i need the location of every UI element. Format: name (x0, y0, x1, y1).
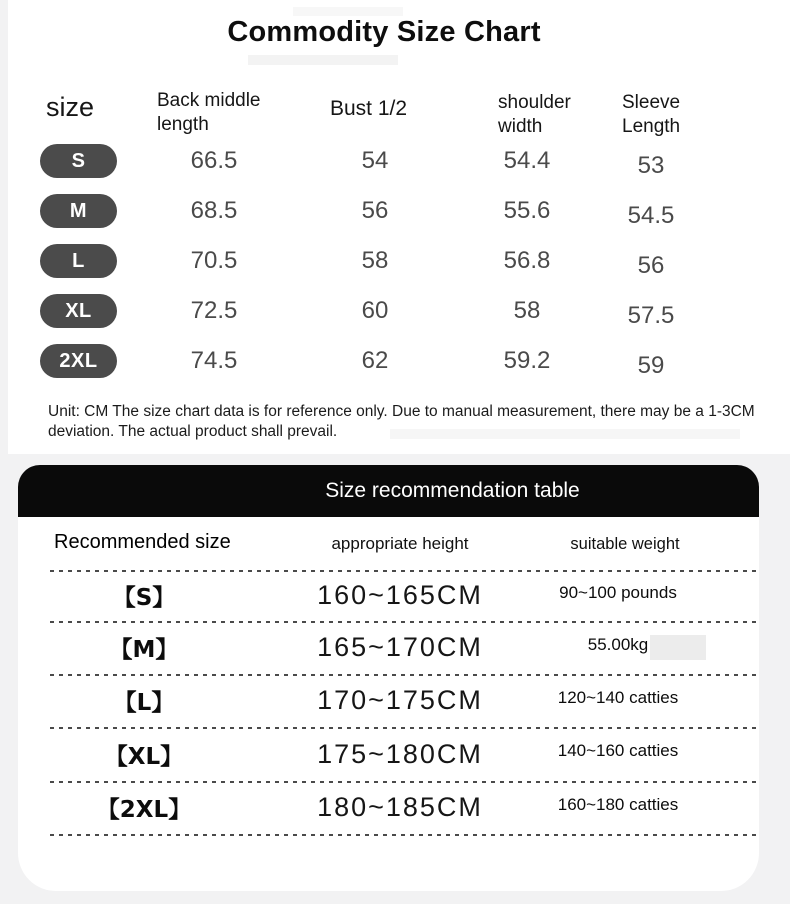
sleeve-length-value: 53 (637, 151, 665, 179)
column-header-recommended-size: Recommended size (54, 531, 231, 553)
watermark-ghost (390, 429, 740, 439)
sleeve-length-value: 59 (637, 351, 665, 379)
recommendation-row-l (18, 674, 759, 727)
shoulder-width-value: 55.6 (503, 197, 551, 224)
size-badge-xl: XL (40, 294, 117, 328)
recommended-size-label: 【M】 (109, 637, 179, 663)
size-badge-l: L (40, 244, 117, 278)
weight-range-value: 160~180 catties (557, 794, 679, 814)
column-header-shoulder-width: shoulder width (498, 92, 571, 137)
height-range-value: 170~175CM (317, 685, 483, 715)
size-recommendation-section (18, 465, 759, 891)
recommended-size-label: 【L】 (113, 690, 175, 716)
shoulder-width-value: 58 (513, 297, 541, 324)
watermark-ghost (248, 55, 398, 65)
weight-range-value: 120~140 catties (557, 687, 679, 707)
height-range-value: 180~185CM (317, 792, 483, 822)
size-badge-s: S (40, 144, 117, 178)
bust-half-value: 62 (361, 347, 389, 374)
watermark-ghost (293, 7, 403, 16)
back-middle-length-value: 66.5 (190, 147, 238, 174)
bust-half-value: 60 (361, 297, 389, 324)
back-middle-length-value: 74.5 (190, 347, 238, 374)
size-badge-2xl: 2XL (40, 344, 117, 378)
sleeve-length-value: 57.5 (627, 301, 675, 329)
shoulder-width-value: 56.8 (503, 247, 551, 274)
recommended-size-label: 【2XL】 (96, 797, 192, 823)
column-header-appropriate-height: appropriate height (331, 534, 469, 553)
size-chart-row-m (8, 186, 790, 236)
sleeve-length-value: 54.5 (627, 201, 675, 229)
watermark-ghost (650, 635, 706, 660)
bust-half-value: 56 (361, 197, 389, 224)
measurement-disclaimer-note: Unit: CM The size chart data is for reference only. Due to manual measurement, there may be a 1-3CM deviation. The actual product shall prevail. (48, 403, 755, 440)
height-range-value: 175~180CM (317, 738, 483, 769)
row-divider (50, 834, 756, 836)
recommendation-row-2xl (18, 781, 759, 834)
shoulder-width-value: 54.4 (503, 147, 551, 174)
back-middle-length-value: 68.5 (190, 197, 238, 224)
column-header-size: size (46, 92, 95, 122)
bust-half-value: 54 (361, 147, 389, 174)
height-range-value: 165~170CM (317, 632, 483, 662)
shoulder-width-value: 59.2 (503, 347, 551, 374)
weight-range-value: 90~100 pounds (559, 582, 677, 602)
back-middle-length-value: 72.5 (190, 297, 238, 324)
weight-range-value: 140~160 catties (557, 741, 679, 760)
recommendation-row-xl (18, 727, 759, 781)
size-chart-row-s (8, 136, 790, 186)
recommendation-row-s (18, 570, 759, 621)
recommended-size-label: 【XL】 (104, 743, 184, 770)
size-badge-m: M (40, 194, 117, 228)
size-chart-row-2xl (8, 336, 790, 386)
column-header-bust-half: Bust 1/2 (330, 97, 408, 120)
column-header-back-middle-length: Back middle length (157, 90, 261, 135)
back-middle-length-value: 70.5 (190, 247, 238, 274)
column-header-sleeve-length: Sleeve Length (622, 92, 681, 137)
size-chart-row-xl (8, 286, 790, 336)
sleeve-length-value: 56 (637, 251, 665, 279)
bust-half-value: 58 (361, 247, 389, 274)
weight-range-value: 55.00kg (587, 634, 649, 654)
size-chart-row-l (8, 236, 790, 286)
recommendation-row-m (18, 621, 759, 674)
recommended-size-label: 【S】 (112, 585, 176, 611)
recommendation-table-title: Size recommendation table (18, 465, 759, 517)
commodity-size-chart-section (8, 0, 790, 454)
size-chart-title: Commodity Size Chart (227, 16, 541, 48)
column-header-suitable-weight: suitable weight (570, 535, 680, 553)
height-range-value: 160~165CM (317, 580, 483, 610)
